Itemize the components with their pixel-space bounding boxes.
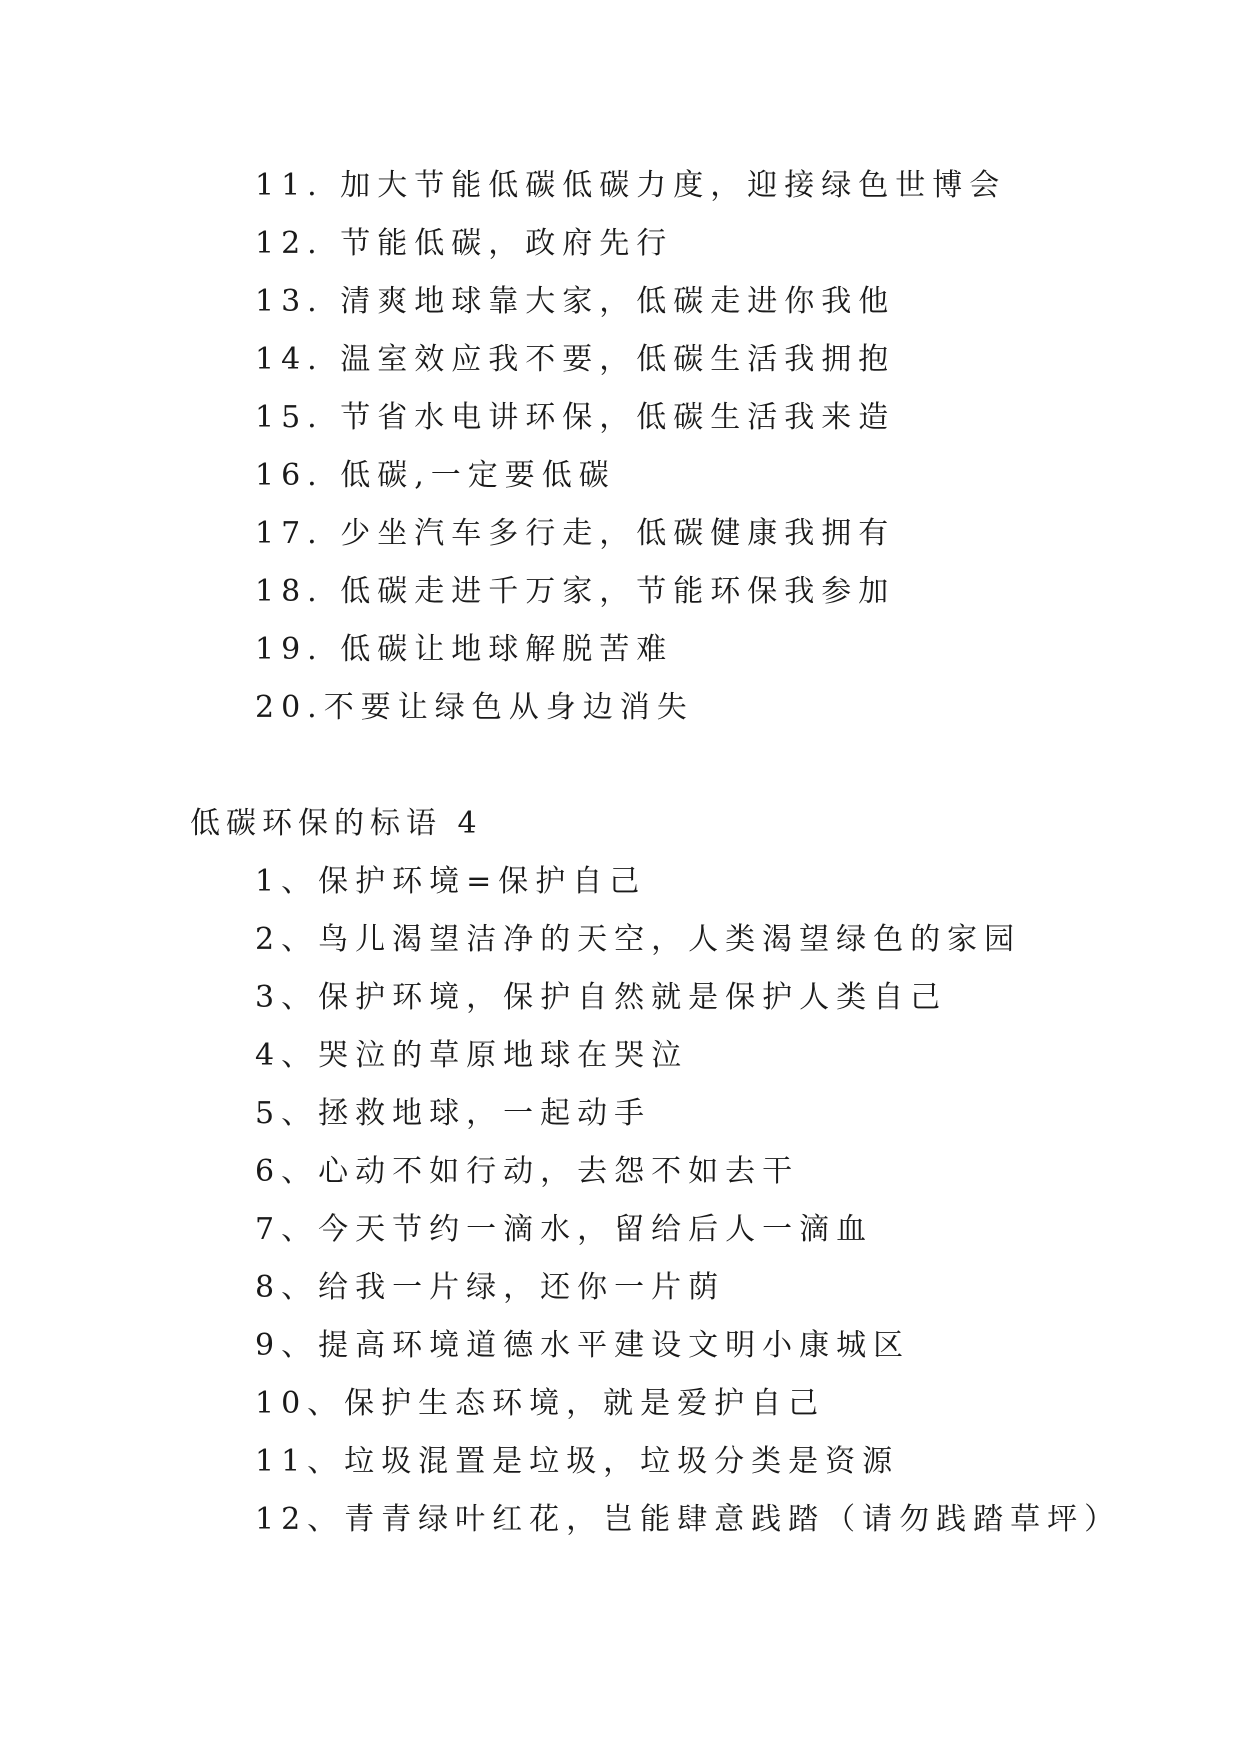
slogan-13: 13. 清爽地球靠大家，低碳走进你我他 [255,284,896,319]
slogan-b-7: 7、今天节约一滴水，留给后人一滴血 [255,1212,874,1247]
slogan-b-9: 9、提高环境道德水平建设文明小康城区 [255,1328,911,1363]
slogan-b-6: 6、心动不如行动，去怨不如去干 [255,1154,800,1189]
slogan-14: 14. 温室效应我不要，低碳生活我拥抱 [255,342,896,377]
slogan-18: 18. 低碳走进千万家，节能环保我参加 [255,574,896,609]
slogan-b-10: 10、保护生态环境，就是爱护自己 [255,1386,826,1421]
slogan-12: 12. 节能低碳，政府先行 [255,226,674,261]
slogan-b-11: 11、垃圾混置是垃圾，垃圾分类是资源 [255,1444,900,1479]
slogan-15: 15. 节省水电讲环保，低碳生活我来造 [255,400,896,435]
slogan-17: 17. 少坐汽车多行走，低碳健康我拥有 [255,516,896,551]
section-heading: 低碳环保的标语 4 [190,806,483,841]
slogan-b-8: 8、给我一片绿，还你一片荫 [255,1270,726,1305]
slogan-b-1: 1、保护环境=保护自己 [255,864,647,899]
slogan-b-2: 2、鸟儿渴望洁净的天空，人类渴望绿色的家园 [255,922,1022,957]
slogan-19: 19. 低碳让地球解脱苦难 [255,632,674,667]
slogan-b-3: 3、保护环境，保护自然就是保护人类自己 [255,980,948,1015]
slogan-b-12: 12、青青绿叶红花，岂能肆意践踏（请勿践踏草坪） [255,1502,1122,1537]
slogan-20: 20.不要让绿色从身边消失 [255,690,694,725]
slogan-16: 16. 低碳,一定要低碳 [255,458,616,493]
slogan-11: 11. 加大节能低碳低碳力度，迎接绿色世博会 [255,168,1007,203]
slogan-b-4: 4、哭泣的草原地球在哭泣 [255,1038,689,1073]
slogan-b-5: 5、拯救地球，一起动手 [255,1096,652,1131]
